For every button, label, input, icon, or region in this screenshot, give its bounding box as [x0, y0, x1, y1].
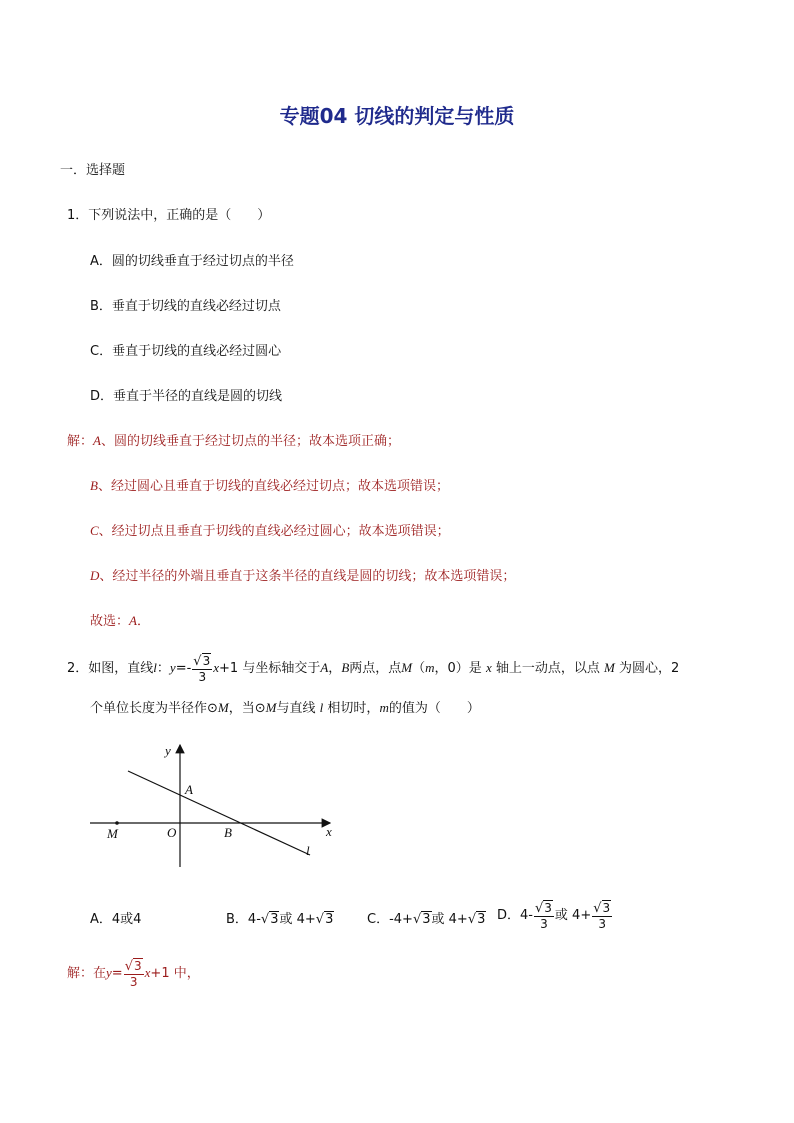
section-heading: 一．选择题: [60, 163, 126, 178]
fraction: $\frac{√3}{3}$: [534, 900, 552, 931]
stem-text: =-: [175, 661, 192, 676]
stem-text: 相切时，: [327, 701, 380, 716]
fraction-denominator: 3: [540, 916, 548, 931]
radicand: 3: [325, 912, 334, 927]
question-2-option-d: [497, 898, 613, 934]
fraction: $\frac{√3}{3}$: [124, 958, 142, 989]
var-l: l: [319, 700, 324, 715]
fraction-numerator: 3: [202, 653, 211, 668]
fraction-sqrt3-over-3: $\frac{√3}{3}$: [193, 653, 211, 684]
radicand: 3: [134, 958, 142, 973]
point-b-ref: B: [341, 660, 350, 675]
option-text: 或 4+: [554, 908, 592, 923]
point-m-ref: M: [401, 660, 413, 675]
solution-1-answer: [90, 610, 150, 629]
var-x: x: [213, 660, 220, 675]
label-m: M: [107, 826, 118, 841]
stem-text: ，0）是: [434, 661, 482, 676]
question-2-stem-line-2: [90, 697, 480, 716]
line-l: [128, 771, 310, 855]
solution-label: C: [90, 523, 99, 538]
sqrt: √3: [412, 912, 431, 927]
var-y: y: [169, 660, 176, 675]
question-2-stem-line-1: [67, 650, 679, 687]
solution-prefix: 解：: [67, 434, 94, 449]
label-b: B: [224, 825, 232, 840]
label-o: O: [167, 825, 177, 840]
solution-2-line-a: [67, 955, 200, 992]
option-text: C．-4+: [367, 912, 413, 927]
stem-text: 的值为（ ）: [388, 701, 480, 716]
fraction-denominator: 3: [198, 669, 207, 684]
stem-text: （: [412, 661, 426, 676]
question-2-option-a: A．4或4: [90, 912, 142, 927]
answer-prefix: 故选：: [90, 614, 130, 629]
stem-text: 两点，点: [349, 661, 402, 676]
question-1-stem: 1．下列说法中，正确的是（ ）: [67, 208, 271, 223]
stem-text: 个单位长度为半径作⊙: [90, 701, 218, 716]
solution-text: 、经过切点且垂直于切线的直线必经过圆心；故本选项错误；: [98, 524, 450, 539]
var-m: m: [425, 660, 435, 675]
answer-label: A: [129, 613, 137, 628]
question-1-option-c: C．垂直于切线的直线必经过圆心: [90, 344, 282, 359]
solution-text: 、圆的切线垂直于经过切点的半径；故本选项正确；: [100, 434, 400, 449]
stem-text: ，当⊙: [228, 701, 266, 716]
fraction: $\frac{√3}{3}$: [593, 900, 611, 931]
solution-1-line-b: [90, 475, 449, 494]
radicand: 3: [544, 900, 552, 915]
var-m: m: [379, 700, 389, 715]
solution-1-line-d: [90, 565, 515, 584]
stem-text: 2．如图，直线: [67, 661, 154, 676]
question-2-option-b: [226, 908, 334, 927]
stem-text: 轴上一动点，以点: [495, 661, 600, 676]
radicand: 3: [422, 912, 431, 927]
question-1-option-b: B．垂直于切线的直线必经过切点: [90, 299, 281, 314]
radicand: 3: [602, 900, 611, 915]
stem-text: 与坐标轴交于: [242, 661, 321, 676]
var-l: l: [153, 660, 157, 675]
option-text: 或 4+: [431, 912, 468, 927]
solution-1-line-a: [67, 430, 400, 449]
answer-suffix: ．: [136, 614, 150, 629]
label-x: x: [326, 824, 332, 839]
point-a-ref: A: [320, 660, 329, 675]
stem-text: 与直线: [276, 701, 316, 716]
stem-text: 为圆心，2: [619, 661, 680, 676]
stem-text: ，: [328, 661, 342, 676]
label-l: l: [306, 843, 310, 858]
point-m-ref: M: [604, 660, 615, 675]
solution-text: 解：在: [67, 966, 107, 981]
label-a: A: [185, 782, 193, 797]
solution-text: =: [111, 966, 123, 981]
label-y: y: [165, 743, 171, 758]
solution-label: A: [93, 433, 101, 448]
fraction-denominator: 3: [129, 974, 138, 989]
stem-text: ：: [156, 661, 170, 676]
solution-label: B: [90, 478, 98, 493]
solution-text: 、经过半径的外端且垂直于这条半径的直线是圆的切线；故本选项错误；: [99, 569, 516, 584]
stem-text: +1: [219, 661, 239, 676]
radicand: 3: [477, 912, 486, 927]
option-text: 或 4+: [279, 912, 316, 927]
fraction-denominator: 3: [598, 916, 606, 931]
radicand: 3: [270, 912, 279, 927]
solution-1-line-c: [90, 520, 450, 539]
point-m-ref: M: [265, 700, 277, 715]
sqrt: √3: [260, 912, 279, 927]
sqrt: √3: [467, 912, 486, 927]
question-2-option-c: [367, 908, 486, 927]
solution-label: D: [90, 568, 100, 583]
var-x: x: [485, 660, 492, 675]
document-title: 专题04 切线的判定与性质: [279, 104, 515, 128]
question-1-option-a: A．圆的切线垂直于经过切点的半径: [90, 254, 294, 269]
solution-text: 、经过圆心且垂直于切线的直线必经过切点；故本选项错误；: [97, 479, 449, 494]
var-y: y: [106, 965, 112, 980]
var-x: x: [144, 965, 151, 980]
coordinate-figure: [80, 735, 350, 875]
point-m-ref: M: [217, 700, 229, 715]
solution-text: +1 中，: [150, 966, 200, 981]
option-text: B．4-: [226, 912, 261, 927]
option-text: D．4-: [497, 908, 533, 923]
question-1-option-d: D．垂直于半径的直线是圆的切线: [90, 389, 283, 404]
point-m: [115, 821, 119, 825]
sqrt: √3: [315, 912, 334, 927]
